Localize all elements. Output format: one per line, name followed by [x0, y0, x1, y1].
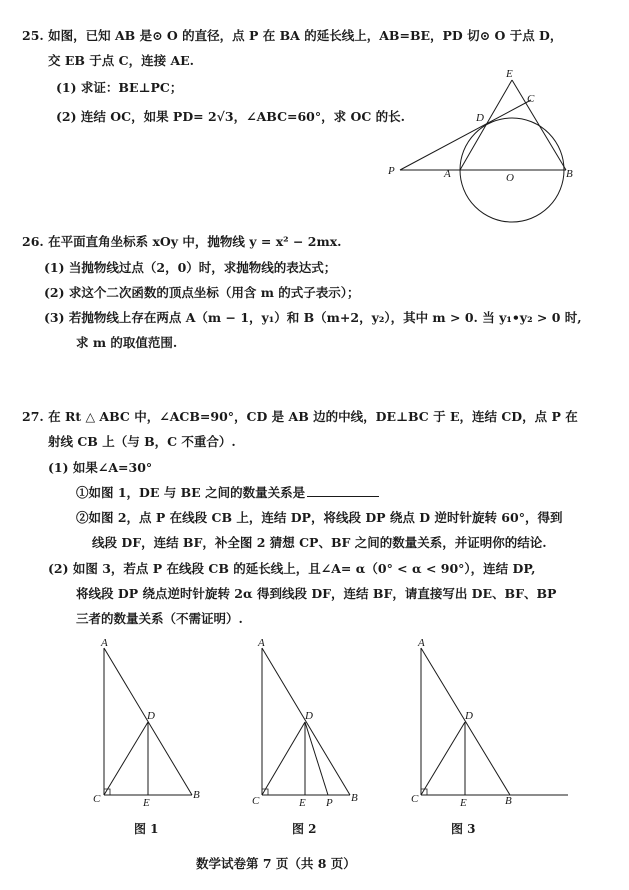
fig2-label-p: P [326, 797, 333, 809]
q27-part1: (1) 如果∠A=30° [48, 460, 153, 475]
fig2-label-e: E [299, 797, 306, 809]
q27-line1: 27. 在 Rt △ ABC 中，∠ACB=90°，CD 是 AB 边的中线，DE⊥BC 于 E，连结 CD，点 P 在 [22, 409, 578, 424]
q27-sub2b: 线段 DF，连结 BF，补全图 2 猜想 CP、BF 之间的数量关系，并证明你的结论. [92, 535, 547, 550]
fig1-label-c: C [93, 793, 101, 805]
q27-part2c: 三者的数量关系（不需证明）. [76, 611, 243, 626]
q27-part2a: (2) 如图 3，若点 P 在线段 CB 的延长线上，且∠A= α（0° < α < 90°），连结 DP, [48, 561, 536, 576]
fig3-label-c: C [411, 793, 419, 805]
q25-line-be [512, 80, 566, 170]
q25-part1: (1) 求证：BE⊥PC； [56, 80, 183, 95]
fig3-label-e: E [460, 797, 467, 809]
fig2-label-b: B [351, 792, 358, 804]
q25-line2: 交 EB 于点 C，连接 AE. [48, 53, 195, 68]
figure-1 [90, 635, 215, 810]
fig1-label-a: A [101, 637, 108, 649]
q25-figure [380, 62, 595, 232]
q25-label-b: B [566, 168, 573, 180]
q25-line-ae [460, 80, 512, 170]
fig3-caption: 图 3 [451, 822, 476, 836]
fig2-label-c: C [252, 795, 260, 807]
q26-part1: (1) 当抛物线过点（2，0）时，求抛物线的表达式； [44, 260, 337, 275]
page-footer: 数学试卷第 7 页（共 8 页） [196, 856, 356, 871]
fig2-caption: 图 2 [292, 822, 317, 836]
q27-part2b: 将线段 DP 绕点逆时针旋转 2α 得到线段 DF，连结 BF，请直接写出 DE、BF、BP [76, 586, 557, 601]
fig1-label-e: E [143, 797, 150, 809]
fig1-caption: 图 1 [134, 822, 159, 836]
q25-line1: 25. 如图，已知 AB 是⊙ O 的直径，点 P 在 BA 的延长线上，AB=BE，PD 切⊙ O 于点 D， [22, 28, 563, 43]
fig3-label-d: D [465, 710, 473, 722]
q26-part3: (3) 若抛物线上存在两点 A（m − 1，y₁）和 B（m+2，y₂），其中 m > 0. 当 y₁•y₂ > 0 时, [44, 310, 582, 325]
q25-label-e: E [506, 68, 513, 80]
figure-3 [408, 635, 573, 810]
q25-part2: (2) 连结 OC，如果 PD= 2√3，∠ABC=60°，求 OC 的长. [56, 109, 406, 124]
q25-label-c: C [527, 93, 535, 105]
q26-part3b: 求 m 的取值范围. [76, 335, 178, 350]
q27-sub1-text: ①如图 1，DE 与 BE 之间的数量关系是 [76, 485, 306, 500]
q25-label-p: P [388, 165, 395, 177]
fig2-label-a: A [258, 637, 265, 649]
q25-label-o: O [506, 172, 514, 184]
q25-label-a: A [444, 168, 451, 180]
q27-line2: 射线 CB 上（与 B，C 不重合）. [48, 434, 236, 449]
fig3-label-a: A [418, 637, 425, 649]
figure-2 [248, 635, 373, 810]
fig1-label-b: B [193, 789, 200, 801]
q26-part2: (2) 求这个二次函数的顶点坐标（用含 m 的式子表示）； [44, 285, 360, 300]
q27-sub2a: ②如图 2，点 P 在线段 CB 上，连结 DP，将线段 DP 绕点 D 逆时针旋转 60°，得到 [76, 510, 563, 525]
fig3-label-b: B [505, 795, 512, 807]
fig1-label-d: D [147, 710, 155, 722]
q27-answer-blank [307, 485, 379, 497]
q26-line1: 26. 在平面直角坐标系 xOy 中，抛物线 y = x² − 2mx. [22, 234, 342, 249]
q27-sub1 [76, 483, 379, 501]
fig2-label-d: D [305, 710, 313, 722]
q25-label-d: D [476, 112, 484, 124]
